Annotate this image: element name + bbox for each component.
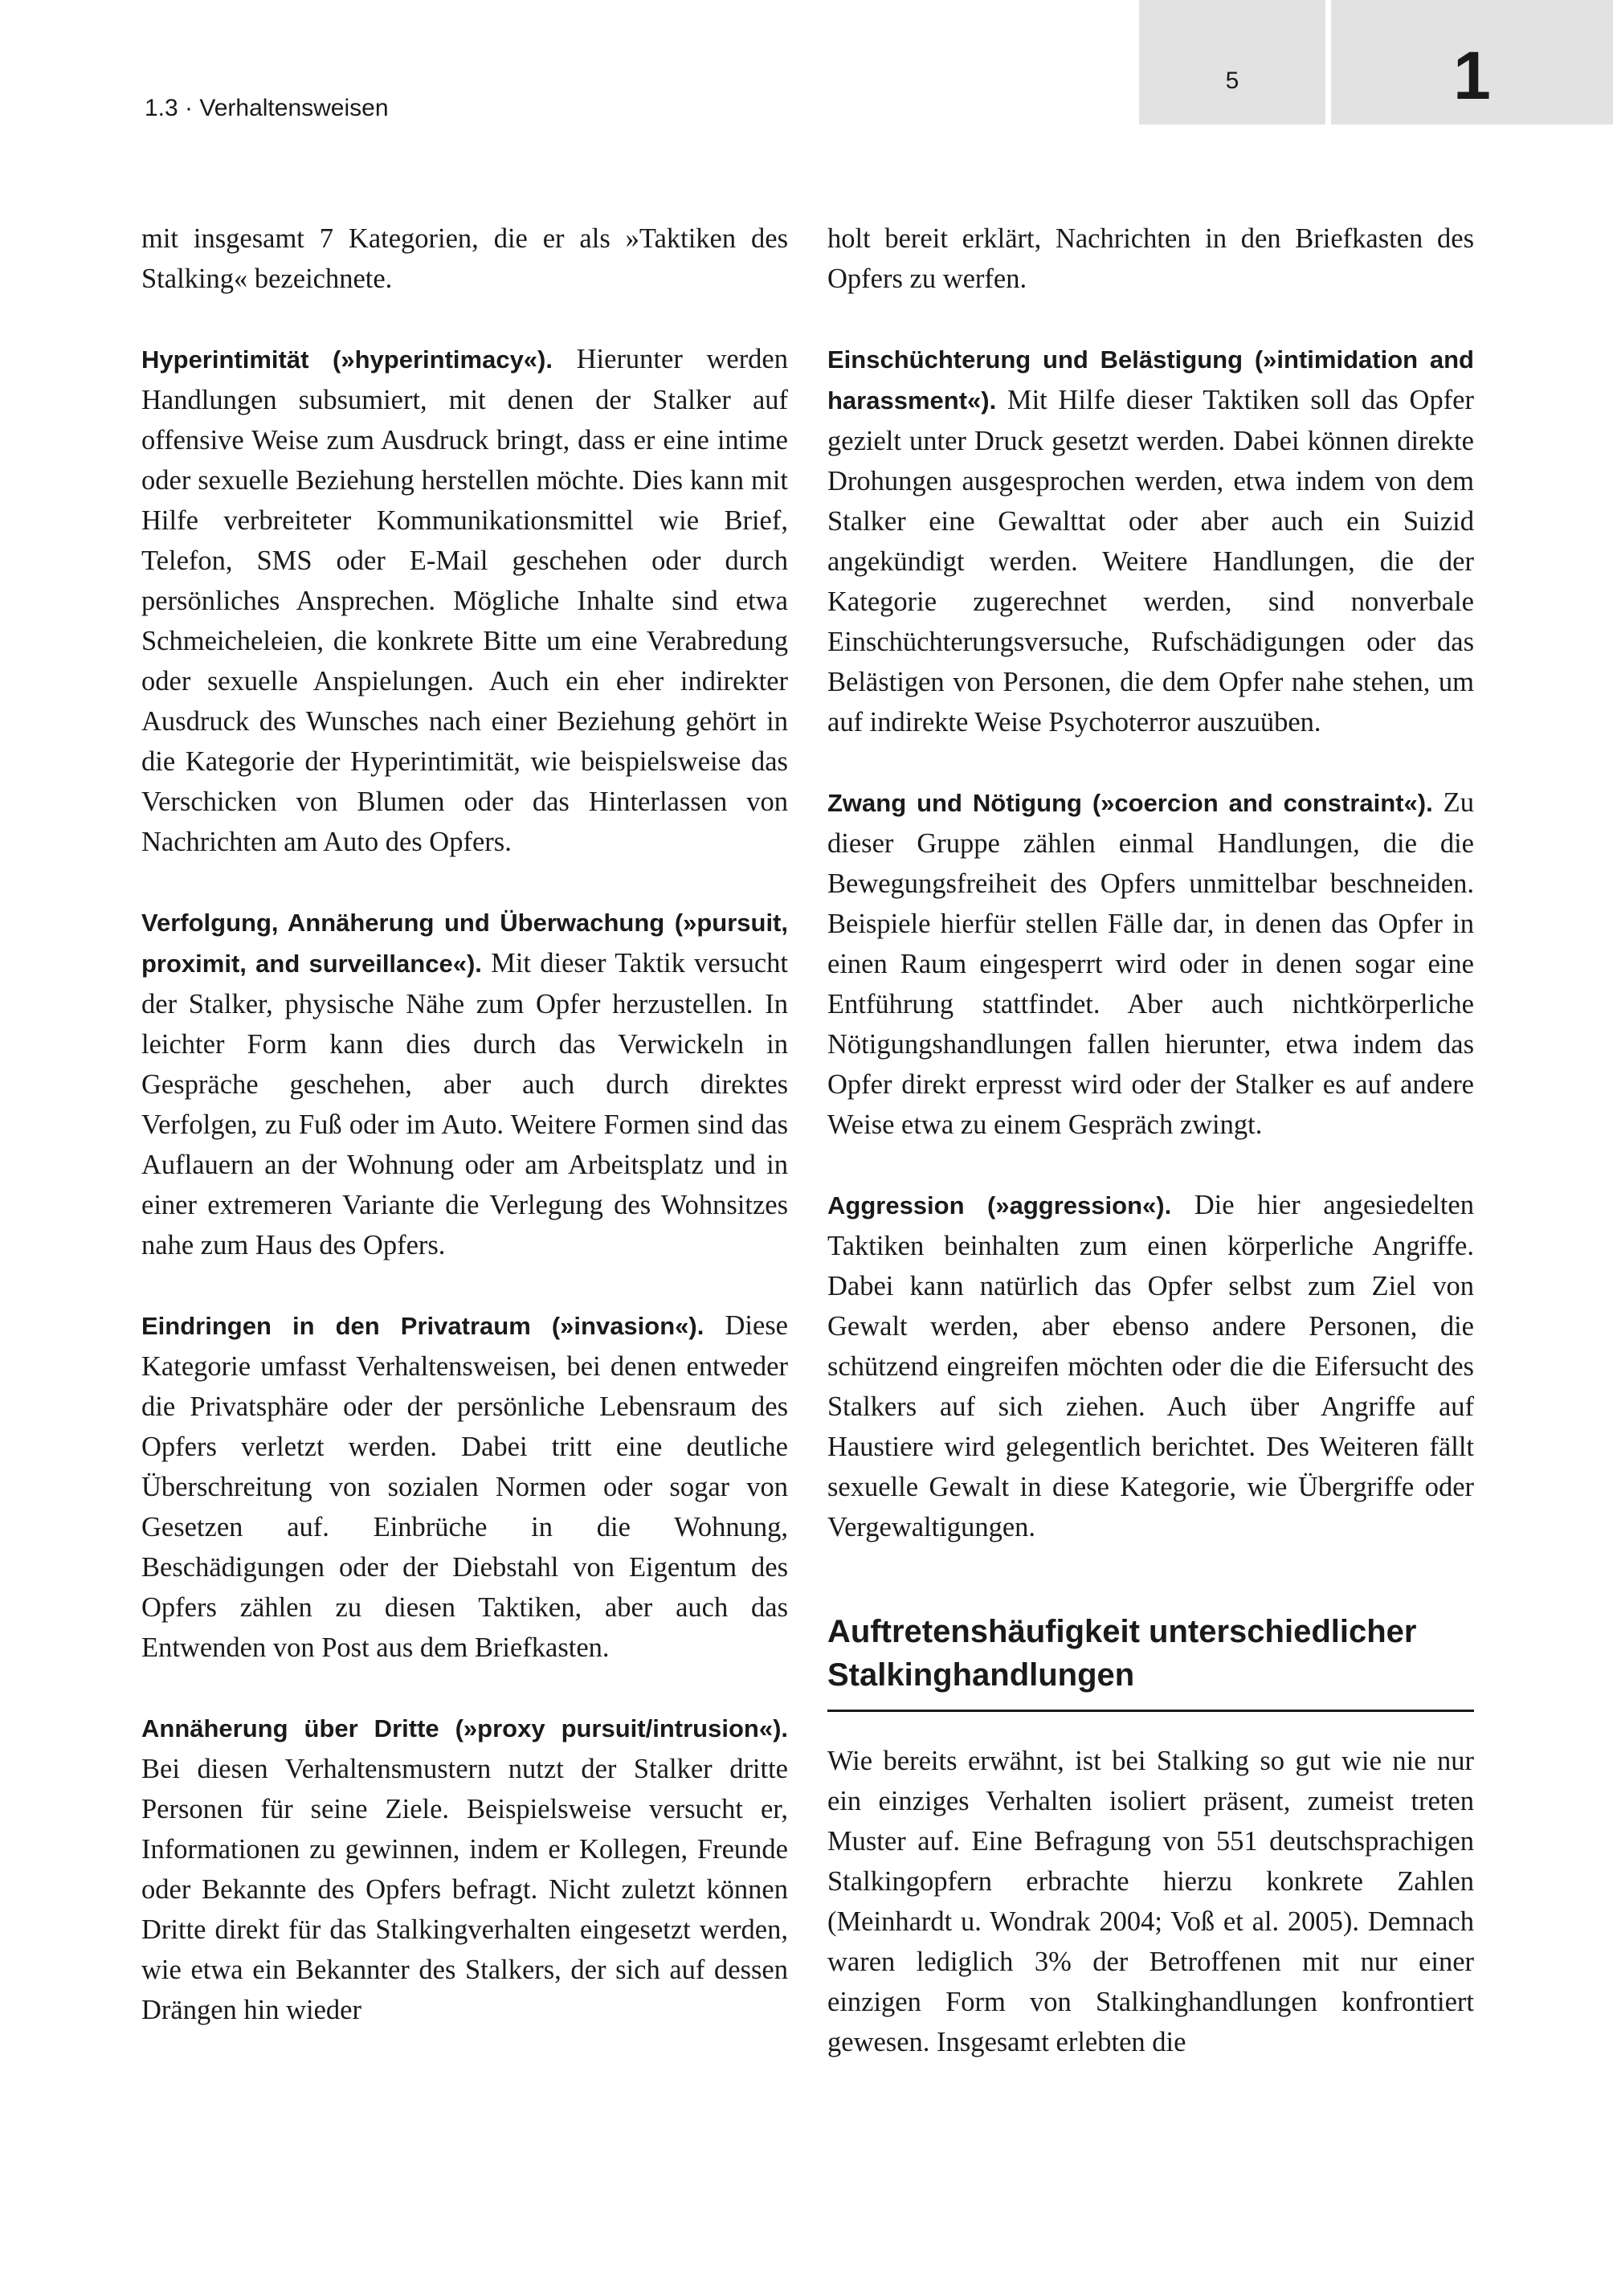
paragraph-coercion bbox=[827, 782, 1474, 1145]
paragraph-body: Bei diesen Verhaltensmustern nutzt der Stalker dritte Personen für seine Ziele. Beispielsweise versucht er, Informationen zu gewinnen, indem er Kollegen, Freunde oder Bekannte des Opfers befragt. Nicht zuletzt können Dritte direkt für das Stalkingverhalten eingesetzt werden, wie etwa ein Bekannter des Stalkers, der sich auf dessen Drängen hin wieder bbox=[141, 1754, 788, 2025]
section-heading: Auftretenshäufigkeit unterschiedlicher Stalkinghandlungen bbox=[827, 1610, 1474, 1712]
paragraph-pursuit bbox=[141, 902, 788, 1265]
paragraph-aggression bbox=[827, 1185, 1474, 1547]
paragraph-invasion bbox=[141, 1305, 788, 1668]
run-in-heading: Zwang und Nötigung (»coercion and constraint«). bbox=[827, 789, 1433, 817]
section-paragraph: Wie bereits erwähnt, ist bei Stalking so gut wie nie nur ein einziges Verhalten isoliert präsent, zumeist treten Muster auf. Eine Befragung von 551 deutschsprachigen Stalkingopfern erbrachte hierzu konkrete Zahlen (Meinhardt u. Wondrak 2004; Voß et al. 2005). Demnach waren lediglich 3% der Betroffenen mit nur einer einzigen Form von Stalkinghandlungen konfrontiert gewesen. Insgesamt erlebten die bbox=[827, 1746, 1474, 2057]
paragraph-body: Mit Hilfe dieser Taktiken soll das Opfer gezielt unter Druck gesetzt werden. Dabei können direkte Drohungen ausgesprochen werden, etwa indem von dem Stalker eine Gewalttat oder aber auch ein Suizid angekündigt werden. Weitere Handlungen, die der Kategorie zugerechnet werden, sind nonverbale Einschüchterungsversuche, Rufschädigungen oder das Belästigen von Personen, die dem Opfer nahe stehen, um auf indirekte Weise Psychoterror auszuüben. bbox=[827, 385, 1474, 737]
paragraph-intimidation bbox=[827, 339, 1474, 742]
run-in-heading: Eindringen in den Privatraum (»invasion«). bbox=[141, 1312, 704, 1340]
page-number-tab bbox=[1139, 0, 1325, 125]
run-in-heading: Einschüchterung und Belästigung (»intimidation and harassment«). bbox=[827, 345, 1474, 415]
chapter-number: 1 bbox=[1453, 38, 1491, 113]
right-column bbox=[827, 219, 1474, 2062]
page-number: 5 bbox=[1225, 67, 1239, 94]
run-in-heading: Annäherung über Dritte (»proxy pursuit/intrusion«). bbox=[141, 1714, 788, 1742]
paragraph-body: Die hier angesiedelten Taktiken beinhalten zum einen körperliche Angriffe. Dabei kann natürlich das Opfer selbst zum Ziel von Gewalt werden, aber ebenso andere Personen, die schützend eingreifen möchten oder die die Eifersucht des Stalkers auf sich ziehen. Auch über Angriffe auf Haustiere wird gelegentlich berichtet. Des Weiteren fällt sexuelle Gewalt in diese Kategorie, wie Übergriffe oder Vergewaltigungen. bbox=[827, 1190, 1474, 1542]
paragraph-hyperintimacy bbox=[141, 339, 788, 862]
paragraph-body: Hierunter werden Handlungen subsumiert, mit denen der Stalker auf offensive Weise zum Ausdruck bringt, dass er eine intime oder sexuelle Beziehung herstellen möchte. Dies kann mit Hilfe verbreiteter Kommunikationsmittel wie Brief, Telefon, SMS oder E-Mail geschehen oder durch persönliches Ansprechen. Mögliche Inhalte sind etwa Schmeicheleien, die konkrete Bitte um eine Verabredung oder sexuelle Anspielungen. Auch ein eher indirekter Ausdruck des Wunsches nach einer Beziehung gehört in die Kategorie der Hyperintimität, wie beispielsweise das Verschicken von Blumen oder das Hinterlassen von Nachrichten am Auto des Opfers. bbox=[141, 344, 788, 857]
run-in-heading: Aggression (»aggression«). bbox=[827, 1191, 1172, 1219]
run-in-heading: Hyperintimität (»hyperintimacy«). bbox=[141, 345, 553, 374]
paragraph-body: Mit dieser Taktik versucht der Stalker, physische Nähe zum Opfer herzustellen. In leichter Form kann dies durch das Verwickeln in Gespräche geschehen, aber auch durch direktes Verfolgen, zu Fuß oder im Auto. Weitere Formen sind das Auflauern an der Wohnung oder am Arbeitsplatz und in einer extremeren Variante die Verlegung des Wohnsitzes nahe zum Haus des Opfers. bbox=[141, 948, 789, 1260]
running-header: 1.3 · Verhaltensweisen bbox=[145, 95, 389, 121]
run-in-heading: Verfolgung, Annäherung und Überwachung (»pursuit, proximit, and surveillance«). bbox=[141, 909, 788, 978]
paragraph-body: Diese Kategorie umfasst Verhaltensweisen, bei denen entweder die Privatsphäre oder der persönliche Lebensraum des Opfers verletzt werden. Dabei tritt eine deutliche Überschreitung von sozialen Normen oder sogar von Gesetzen auf. Einbrüche in die Wohnung, Beschädigungen oder der Diebstahl von Eigentum des Opfers zählen zu diesen Taktiken, aber auch das Entwenden von Post aus dem Briefkasten. bbox=[141, 1310, 788, 1663]
left-column bbox=[141, 219, 788, 2030]
continued-paragraph: holt bereit erklärt, Nachrichten in den Briefkasten des Opfers zu werfen. bbox=[827, 223, 1474, 294]
paragraph-proxy-pursuit bbox=[141, 1708, 788, 2030]
intro-paragraph: mit insgesamt 7 Kategorien, die er als »Taktiken des Stalking« bezeichnete. bbox=[141, 223, 788, 294]
paragraph-body: Zu dieser Gruppe zählen einmal Handlungen, die die Bewegungsfreiheit des Opfers unmittelbar beschneiden. Beispiele hierfür stellen Fälle dar, in denen das Opfer in einen Raum eingesperrt wird oder in denen sogar eine Entführung stattfindet. Aber auch nichtkörperliche Nötigungshandlungen fallen hierunter, etwa indem das Opfer direkt erpresst wird oder der Stalker es auf andere Weise etwa zu einem Gespräch zwingt. bbox=[827, 787, 1475, 1140]
chapter-tab bbox=[1331, 0, 1613, 125]
